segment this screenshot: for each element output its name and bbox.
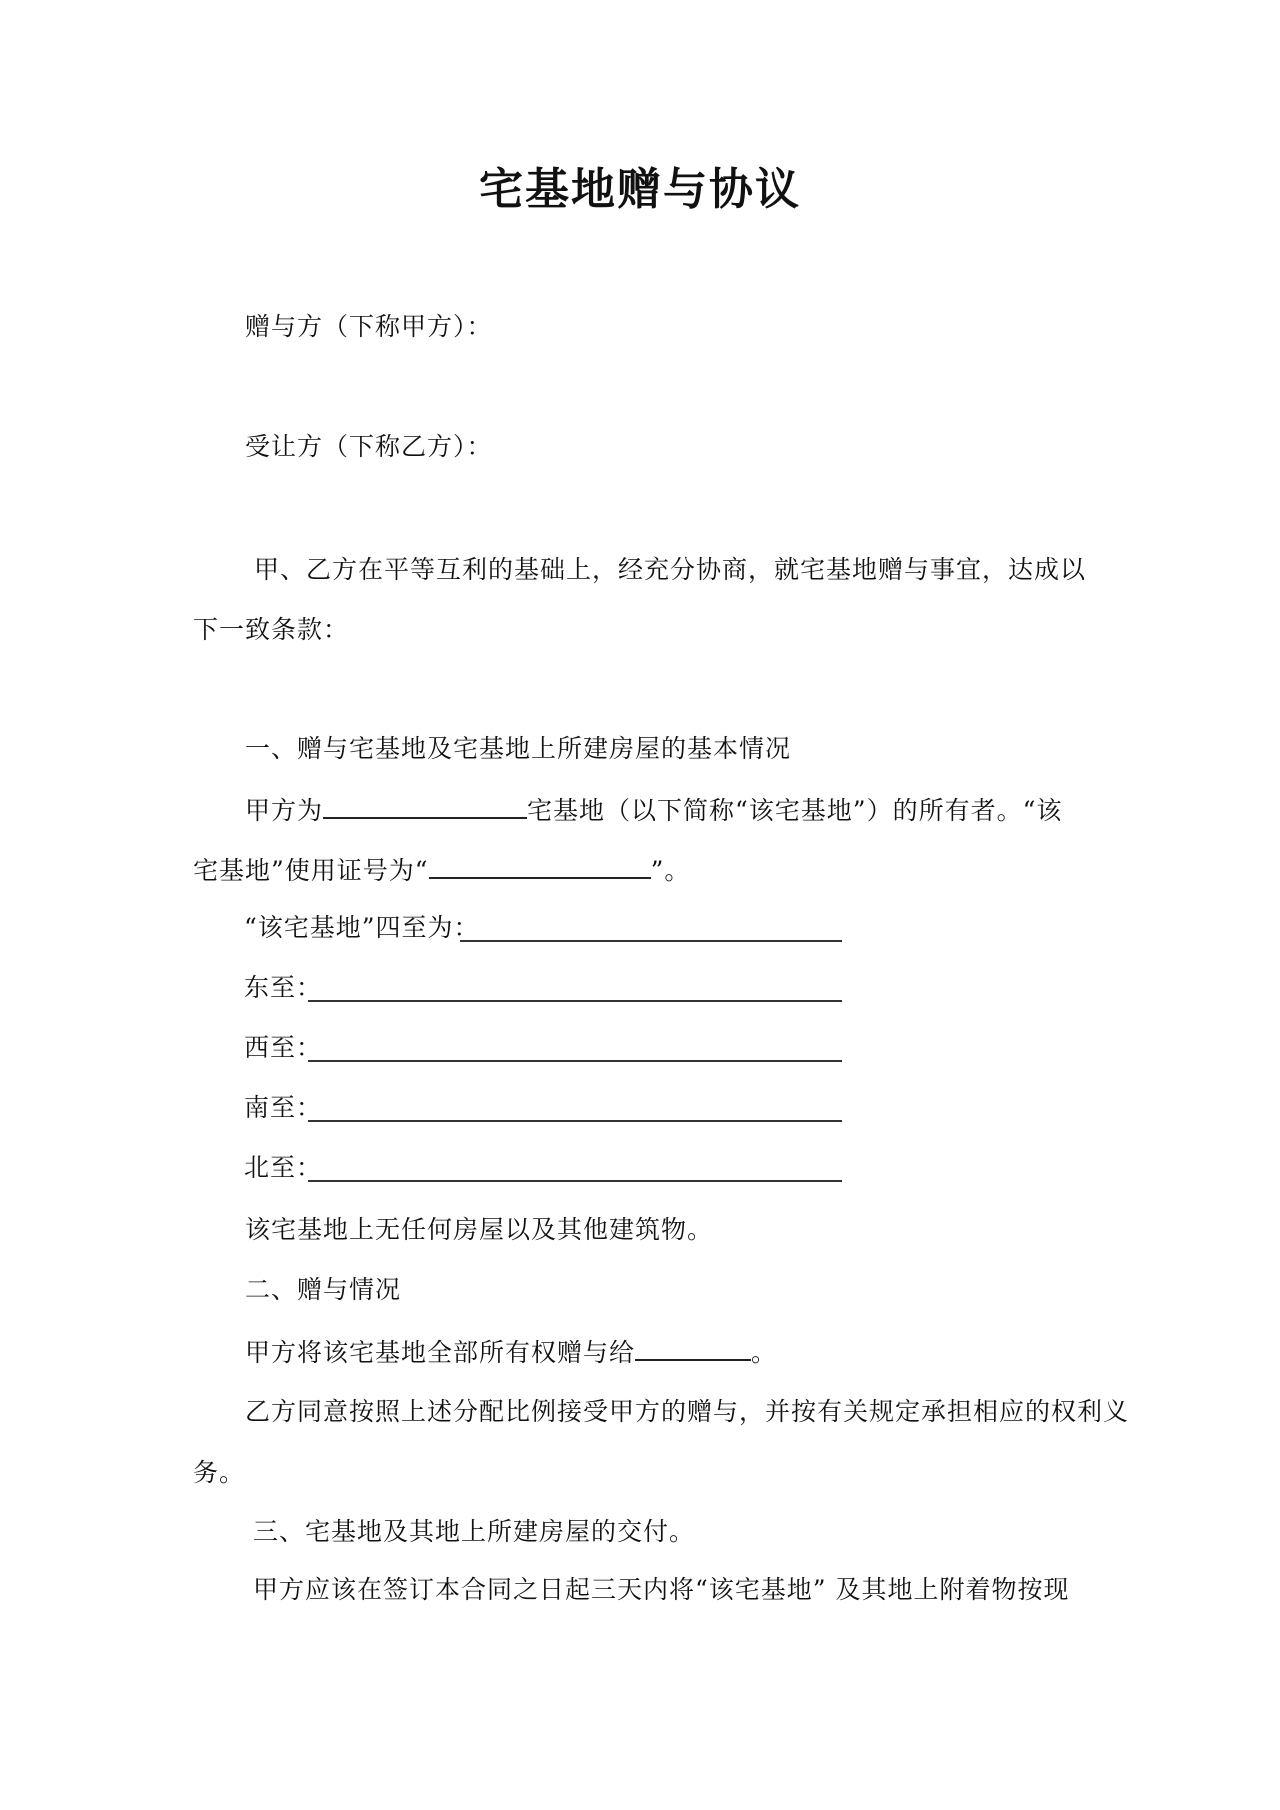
boundary-north-blank-field[interactable] bbox=[308, 1180, 842, 1182]
cert-suffix: ”。 bbox=[650, 856, 691, 885]
recipient-blank-field[interactable] bbox=[635, 1333, 751, 1361]
owner-blank-field[interactable] bbox=[323, 791, 527, 819]
gift-line bbox=[245, 1333, 777, 1370]
gift-prefix: 甲方将该宅基地全部所有权赠与给 bbox=[245, 1338, 636, 1367]
document-title: 宅基地赠与协议 bbox=[479, 164, 801, 215]
cert-number-blank-field[interactable] bbox=[429, 851, 651, 879]
boundary-south-label: 南至： bbox=[244, 1093, 323, 1122]
donor-label: 赠与方（下称甲方）： bbox=[245, 312, 493, 341]
boundaries-blank-field[interactable] bbox=[460, 940, 842, 942]
boundary-west-blank-field[interactable] bbox=[308, 1060, 842, 1062]
no-buildings-statement: 该宅基地上无任何房屋以及其他建筑物。 bbox=[245, 1215, 714, 1244]
boundary-west-label: 西至： bbox=[244, 1033, 323, 1062]
owner-prefix: 甲方为 bbox=[245, 796, 324, 825]
cert-line bbox=[193, 851, 690, 888]
delivery-line-1: 甲方应该在签订本合同之日起三天内将“该宅基地” 及其地上附着物按现 bbox=[253, 1575, 1070, 1604]
owner-suffix: 宅基地（以下简称“该宅基地”）的所有者。“该 bbox=[527, 796, 1063, 825]
gift-suffix: 。 bbox=[751, 1338, 778, 1367]
preamble-line-2: 下一致条款： bbox=[193, 615, 350, 644]
boundary-south-blank-field[interactable] bbox=[308, 1120, 842, 1122]
section3-heading: 三、宅基地及其地上所建房屋的交付。 bbox=[253, 1517, 696, 1546]
section1-heading: 一、赠与宅基地及宅基地上所建房屋的基本情况 bbox=[245, 734, 792, 763]
boundaries-label: “该宅基地”四至为： bbox=[244, 913, 480, 942]
acceptance-line-1: 乙方同意按照上述分配比例接受甲方的赠与，并按有关规定承担相应的权利义 bbox=[245, 1397, 1130, 1426]
recipient-label: 受让方（下称乙方）： bbox=[245, 432, 493, 461]
acceptance-line-2: 务。 bbox=[193, 1458, 246, 1487]
section2-heading: 二、赠与情况 bbox=[245, 1275, 402, 1304]
boundary-east-blank-field[interactable] bbox=[308, 1000, 842, 1002]
boundary-north-label: 北至： bbox=[244, 1153, 323, 1182]
cert-prefix: 宅基地”使用证号为“ bbox=[193, 856, 429, 885]
owner-line bbox=[245, 791, 1062, 828]
boundary-east-label: 东至： bbox=[244, 973, 323, 1002]
preamble-line-1: 甲、乙方在平等互利的基础上，经充分协商，就宅基地赠与事宜，达成以 bbox=[254, 555, 1087, 584]
